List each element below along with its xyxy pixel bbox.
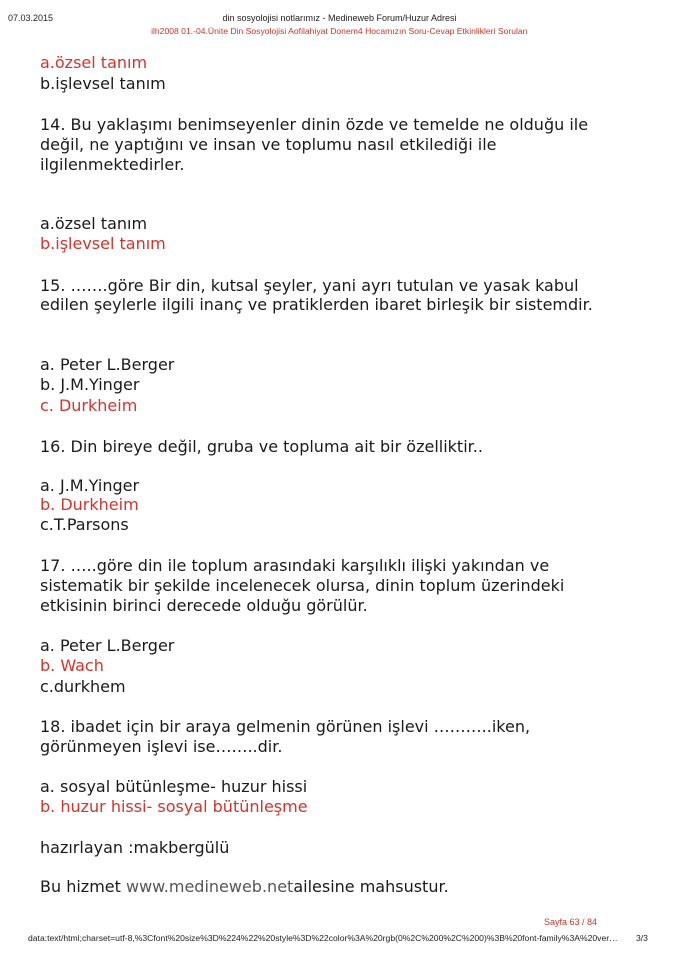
answer-option-correct: a.özsel tanım: [40, 53, 148, 72]
answer-option-correct: b.işlevsel tanım: [40, 234, 166, 253]
question-18-line-2: görünmeyen işlevi ise……..dir.: [40, 737, 283, 756]
question-14-line-3: ilgilenmektedirler.: [40, 155, 185, 174]
footer-url: data:text/html;charset=utf-8,%3Cfont%20size%3D%224%22%20style%3D%22color%3A%20rgb(0%2C%200%2C%200)%3B%20font-family%3A%20ver…: [28, 933, 618, 943]
service-note: [40, 877, 449, 897]
header-title: din sosyolojisi notlarımız - Medineweb Forum/Huzur Adresi: [222, 13, 457, 23]
footer-page-number: 3/3: [636, 933, 648, 943]
question-15-line-1: 15. …….göre Bir din, kutsal şeyler, yani ayrı tutulan ve yasak kabul: [40, 276, 579, 295]
answer-option-correct: b. Durkheim: [40, 495, 139, 514]
site-link[interactable]: www.medineweb.net: [125, 877, 294, 896]
answer-option-correct: b. huzur hissi- sosyal bütünleşme: [40, 797, 308, 816]
header-subtitle: ilh2008 01.-04.Ünite Din Sosyolojisi Aofilahiyat Donem4 Hocamızın Soru-Cevap Etkinlikleri Soruları: [151, 26, 528, 36]
answer-option: a. sosyal bütünleşme- huzur hissi: [40, 777, 308, 796]
header-date: 07.03.2015: [8, 13, 54, 23]
answer-option: a. J.M.Yinger: [40, 476, 140, 495]
service-note-prefix: Bu hizmet: [40, 877, 126, 896]
question-17-line-1: 17. …..göre din ile toplum arasındaki karşılıklı ilişki yakından ve: [40, 556, 550, 575]
answer-option-correct: b. Wach: [40, 656, 104, 675]
question-18-line-1: 18. ibadet için bir araya gelmenin görünen işlevi ………..iken,: [40, 717, 531, 736]
answer-option: b. J.M.Yinger: [40, 375, 140, 394]
author-credit: hazırlayan :makbergülü: [40, 838, 230, 857]
answer-option: c.T.Parsons: [40, 515, 129, 534]
answer-option: c.durkhem: [40, 677, 126, 696]
question-15-line-2: edilen şeylerle ilgili inanç ve pratiklerden ibaret birleşik bir sistemdir.: [40, 295, 593, 314]
answer-option: a.özsel tanım: [40, 214, 148, 233]
answer-option: a. Peter L.Berger: [40, 636, 175, 655]
page-counter: Sayfa 63 / 84: [543, 917, 597, 927]
answer-option: a. Peter L.Berger: [40, 355, 175, 374]
question-17-line-3: etkisinin birinci derecede olduğu görülür.: [40, 596, 368, 615]
question-14-line-2: değil, ne yaptığını ve insan ve toplumu nasıl etkilediği ile: [40, 135, 497, 154]
question-14-line-1: 14. Bu yaklaşımı benimseyenler dinin özde ve temelde ne olduğu ile: [40, 115, 589, 134]
service-note-suffix: ailesine mahsustur.: [293, 877, 449, 896]
question-17-line-2: sistematik bir şekilde incelenecek olursa, dinin toplum üzerindeki: [40, 576, 565, 595]
answer-option: b.işlevsel tanım: [40, 74, 166, 93]
question-16: 16. Din bireye değil, gruba ve topluma ait bir özelliktir..: [40, 437, 483, 456]
answer-option-correct: c. Durkheim: [40, 396, 138, 415]
